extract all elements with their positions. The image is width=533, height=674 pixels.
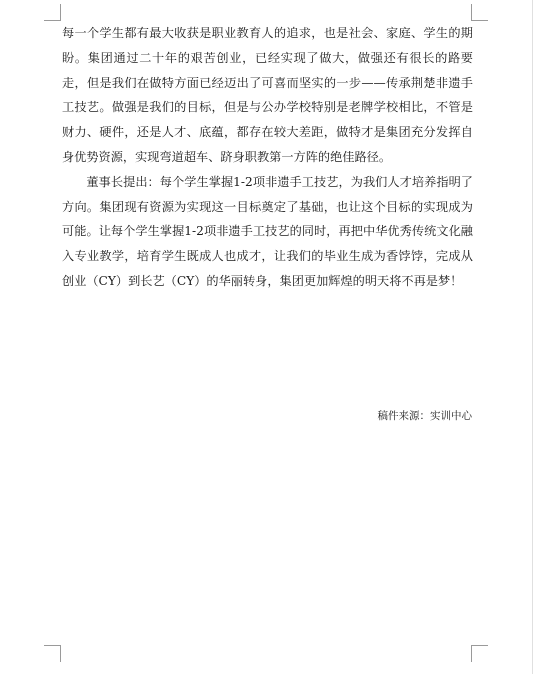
margin-corner-mark-top-left — [44, 4, 61, 21]
margin-corner-mark-bottom-left — [44, 645, 61, 662]
paragraph-2[interactable]: 董事长提出：每个学生掌握1-2项非遗手工技艺，为我们人才培养指明了方向。集团现有资源为实现这一目标奠定了基础，也让这个目标的实现成为可能。让每个学生掌握1-2项非遗手工技艺的同时，再把中华优秀传统文化融入专业教学，培育学生既成人也成才，让我们的毕业生成为香饽饽，完成从创业（CY）到长艺（CY）的华丽转身，集团更加辉煌的明天将不再是梦！ — [62, 174, 473, 288]
paragraph-1[interactable]: 每一个学生都有最大收获是职业教育人的追求，也是社会、家庭、学生的期盼。集团通过二十年的艰苦创业，已经实现了做大，做强还有很长的路要走，但是我们在做特方面已经迈出了可喜而坚实的一步——传承荆楚非遗手工技艺。做强是我们的目标，但是与公办学校特别是老牌学校相比，不管是财力、硬件，还是人才、底蕴，都存在较大差距，做特才是集团充分发挥自身优势资源，实现弯道超车、跻身职教第一方阵的绝佳路径。 — [62, 26, 473, 164]
document-body[interactable] — [62, 21, 473, 294]
margin-corner-mark-bottom-right — [471, 645, 488, 662]
margin-corner-mark-top-right — [471, 4, 488, 21]
source-attribution[interactable]: 稿件来源：实训中心 — [377, 410, 472, 422]
